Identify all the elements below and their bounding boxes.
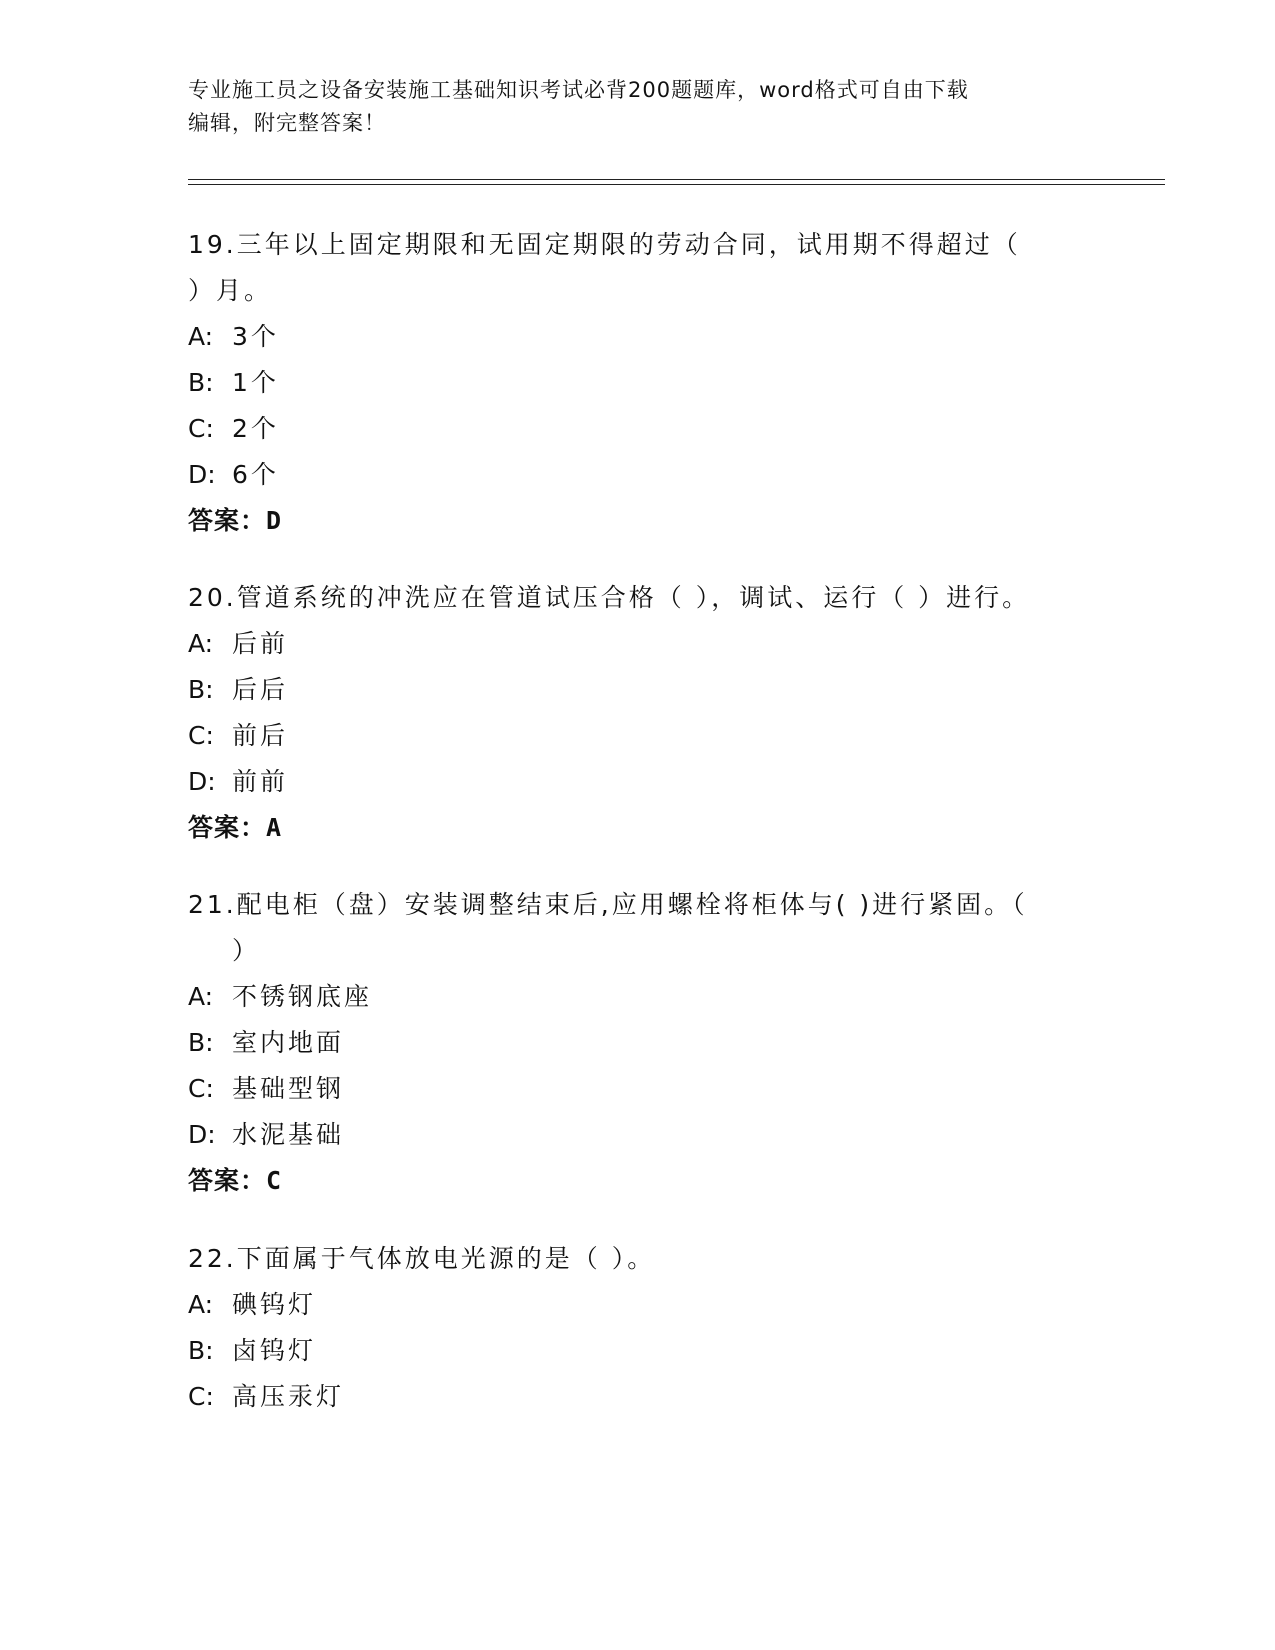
- option-a: [188, 621, 1088, 667]
- option-text: 2个: [232, 414, 279, 443]
- answer: [188, 805, 1088, 851]
- option-b: [188, 1020, 1088, 1066]
- document-header: [188, 74, 1088, 140]
- option-text: 不锈钢底座: [232, 982, 373, 1011]
- option-text: 卤钨灯: [232, 1336, 317, 1365]
- option-b: [188, 667, 1088, 713]
- option-text: 水泥基础: [232, 1120, 345, 1149]
- question-stem-line: 20.管道系统的冲洗应在管道试压合格（ ），调试、运行（ ）进行。: [188, 583, 1031, 612]
- question-stem-line: ）: [232, 936, 261, 965]
- answer-value: C: [266, 1166, 283, 1195]
- answer-label: 答案：: [188, 1166, 267, 1195]
- option-a: [188, 314, 1088, 360]
- answer-label: 答案：: [188, 506, 267, 535]
- option-text: 6个: [232, 460, 279, 489]
- option-letter: B:: [188, 368, 214, 397]
- question-stem-line: 22.下面属于气体放电光源的是（ ）。: [188, 1244, 656, 1273]
- option-text: 1个: [232, 368, 279, 397]
- answer: [188, 1158, 1088, 1204]
- option-text: 前前: [232, 767, 289, 796]
- question-stem-line: 19.三年以上固定期限和无固定期限的劳动合同，试用期不得超过（: [188, 230, 1021, 259]
- option-d: [188, 1112, 1088, 1158]
- option-letter: A:: [188, 322, 214, 351]
- option-b: [188, 360, 1088, 406]
- question-20: [188, 575, 1088, 851]
- question-22: [188, 1236, 1088, 1420]
- option-c: [188, 406, 1088, 452]
- option-text: 后后: [232, 675, 289, 704]
- option-c: [188, 713, 1088, 759]
- option-text: 前后: [232, 721, 289, 750]
- option-text: 室内地面: [232, 1028, 345, 1057]
- option-text: 基础型钢: [232, 1074, 345, 1103]
- option-c: [188, 1066, 1088, 1112]
- question-stem: [188, 1236, 1088, 1282]
- answer-label: 答案：: [188, 813, 267, 842]
- answer-value: D: [266, 506, 283, 535]
- option-letter: C:: [188, 1382, 214, 1411]
- header-divider-top: [188, 179, 1165, 180]
- option-text: 后前: [232, 629, 289, 658]
- question-stem-line: ）月。: [188, 276, 273, 305]
- question-stem: [188, 222, 1088, 314]
- option-letter: B:: [188, 1028, 214, 1057]
- option-letter: A:: [188, 982, 214, 1011]
- option-letter: C:: [188, 1074, 214, 1103]
- option-d: [188, 759, 1088, 805]
- option-a: [188, 1282, 1088, 1328]
- option-b: [188, 1328, 1088, 1374]
- option-letter: B:: [188, 675, 214, 704]
- option-letter: B:: [188, 1336, 214, 1365]
- option-a: [188, 974, 1088, 1020]
- option-text: 高压汞灯: [232, 1382, 345, 1411]
- option-letter: D:: [188, 1120, 216, 1149]
- header-line-1: 专业施工员之设备安装施工基础知识考试必背200题题库，word格式可自由下载: [188, 78, 969, 102]
- answer-value: A: [266, 813, 283, 842]
- answer: [188, 498, 1088, 544]
- header-divider-bottom: [188, 184, 1165, 185]
- option-text: 3个: [232, 322, 279, 351]
- option-text: 碘钨灯: [232, 1290, 317, 1319]
- question-stem-line: 21.配电柜（盘）安装调整结束后,应用螺栓将柜体与( )进行紧固。（: [188, 890, 1028, 919]
- question-stem: [188, 575, 1088, 621]
- question-21: [188, 882, 1088, 1204]
- question-19: [188, 222, 1088, 544]
- option-letter: D:: [188, 460, 216, 489]
- question-stem: [188, 882, 1088, 974]
- option-d: [188, 452, 1088, 498]
- option-letter: D:: [188, 767, 216, 796]
- header-line-2: 编辑，附完整答案！: [188, 111, 386, 135]
- option-letter: C:: [188, 721, 214, 750]
- option-letter: A:: [188, 629, 214, 658]
- option-letter: C:: [188, 414, 214, 443]
- option-letter: A:: [188, 1290, 214, 1319]
- option-c: [188, 1374, 1088, 1420]
